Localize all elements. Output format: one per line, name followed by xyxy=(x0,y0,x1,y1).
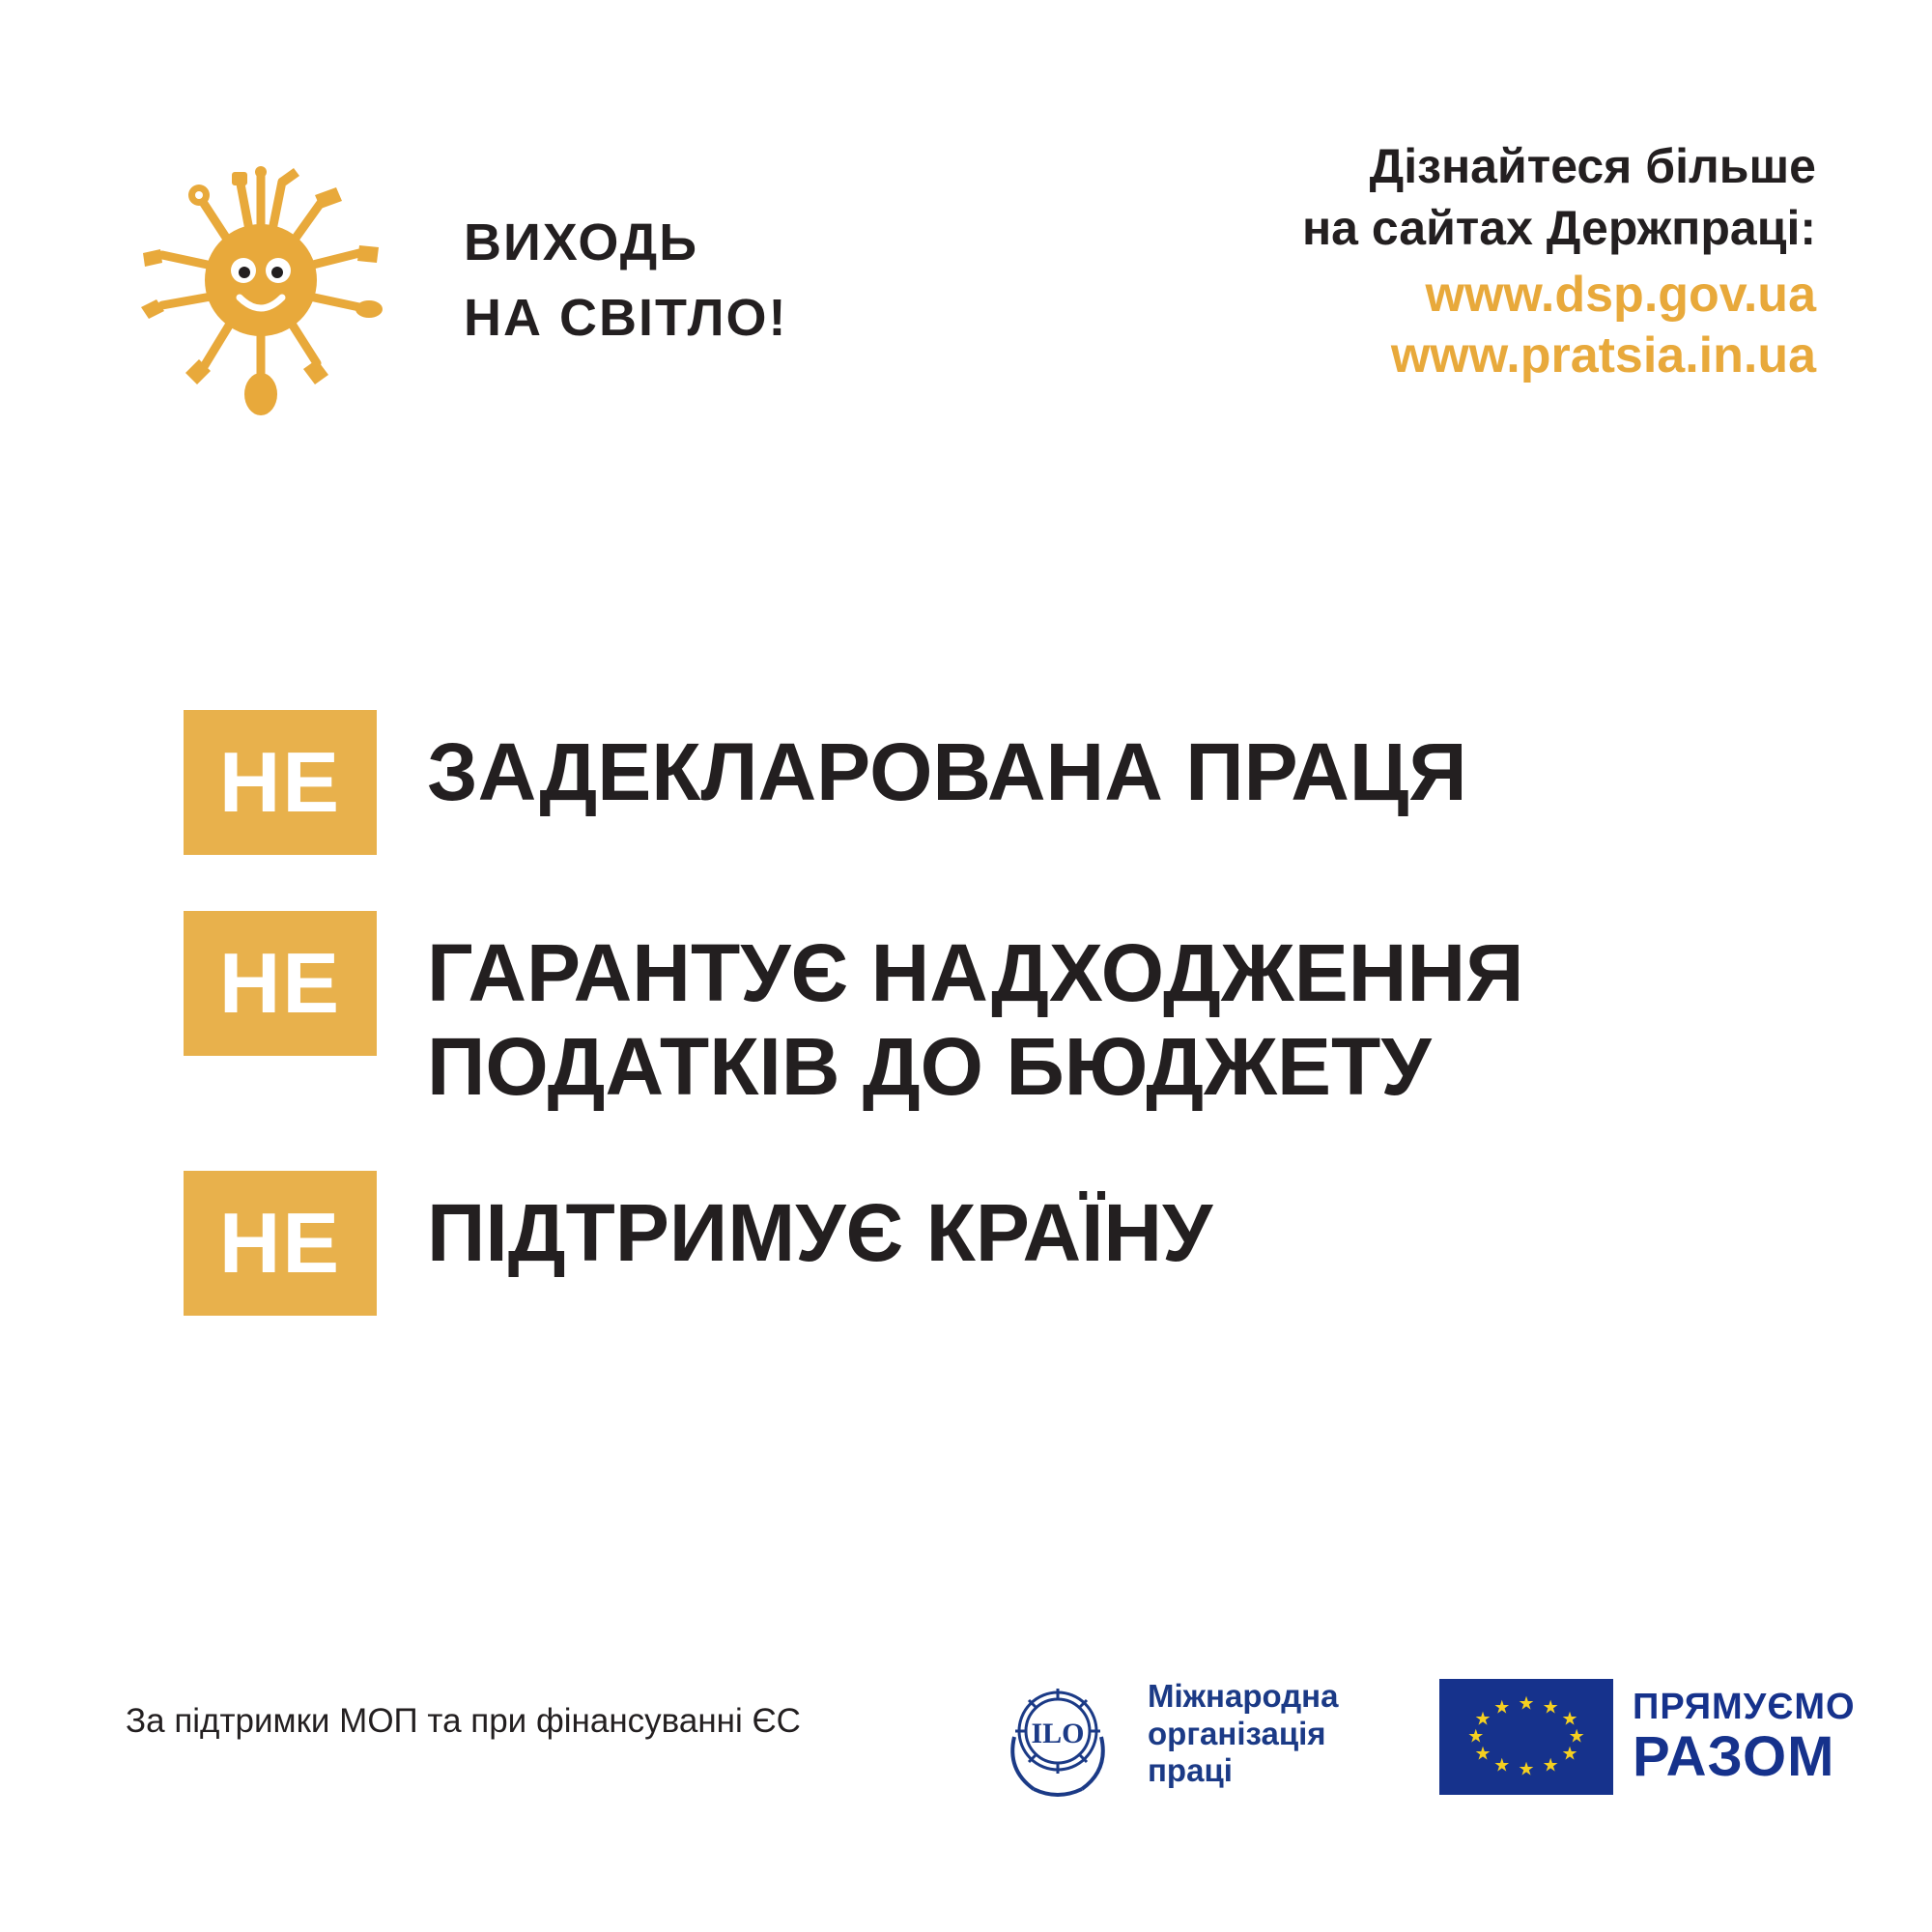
ne-badge: НЕ xyxy=(184,911,377,1056)
brand-block xyxy=(116,135,788,425)
eu-flag-icon: ★ ★ ★ ★ ★ ★ ★ ★ ★ ★ ★ ★ xyxy=(1439,1679,1613,1795)
contact-lead-line-1: Дізнайтеся більше xyxy=(1369,139,1816,193)
support-text: За підтримки МОП та при фінансуванні ЄС xyxy=(126,1702,801,1740)
statement-row xyxy=(184,1171,1826,1316)
ilo-caption-line-3: праці xyxy=(1148,1752,1233,1789)
footer xyxy=(0,1633,1932,1816)
statements-list xyxy=(184,710,1826,1372)
statement-line-1: ЗАДЕКЛАРОВАНА ПРАЦЯ xyxy=(427,726,1467,817)
statement-row xyxy=(184,710,1826,855)
ilo-caption-line-1: Міжнародна xyxy=(1148,1677,1339,1714)
eu-caption xyxy=(1633,1687,1856,1788)
ilo-caption-line-2: організація xyxy=(1148,1715,1326,1751)
header xyxy=(0,126,1932,444)
eu-logo-block xyxy=(1439,1679,1856,1795)
website-link-dsp[interactable]: www.dsp.gov.ua xyxy=(1425,267,1816,323)
ne-badge: НЕ xyxy=(184,710,377,855)
ilo-emblem-icon xyxy=(985,1662,1130,1806)
ne-badge: НЕ xyxy=(184,1171,377,1316)
contact-lead-line-2: на сайтах Держпраці: xyxy=(1301,201,1816,255)
eu-caption-line-2: РАЗОМ xyxy=(1633,1725,1835,1788)
statement-line-2: ПОДАТКІВ ДО БЮДЖЕТУ xyxy=(427,1021,1432,1113)
svg-text:ILO: ILO xyxy=(1031,1718,1085,1749)
statement-text xyxy=(427,911,1523,1115)
statement-text xyxy=(427,1171,1212,1280)
eu-caption-line-1: ПРЯМУЄМО xyxy=(1633,1687,1856,1727)
sun-with-tools-icon xyxy=(116,135,406,425)
statement-line-1: ПІДТРИМУЄ КРАЇНУ xyxy=(427,1186,1213,1278)
statement-text xyxy=(427,710,1467,819)
ilo-caption xyxy=(1148,1678,1338,1791)
statement-line-1: ГАРАНТУЄ НАДХОДЖЕННЯ xyxy=(427,927,1524,1018)
slogan xyxy=(464,205,788,356)
website-link-pratsia[interactable]: www.pratsia.in.ua xyxy=(1390,327,1816,384)
slogan-line-1: ВИХОДЬ xyxy=(464,213,699,271)
statement-row xyxy=(184,911,1826,1115)
contact-block xyxy=(1302,135,1816,387)
slogan-line-2: НА СВІТЛО! xyxy=(464,289,788,347)
ilo-logo-block xyxy=(985,1662,1338,1806)
